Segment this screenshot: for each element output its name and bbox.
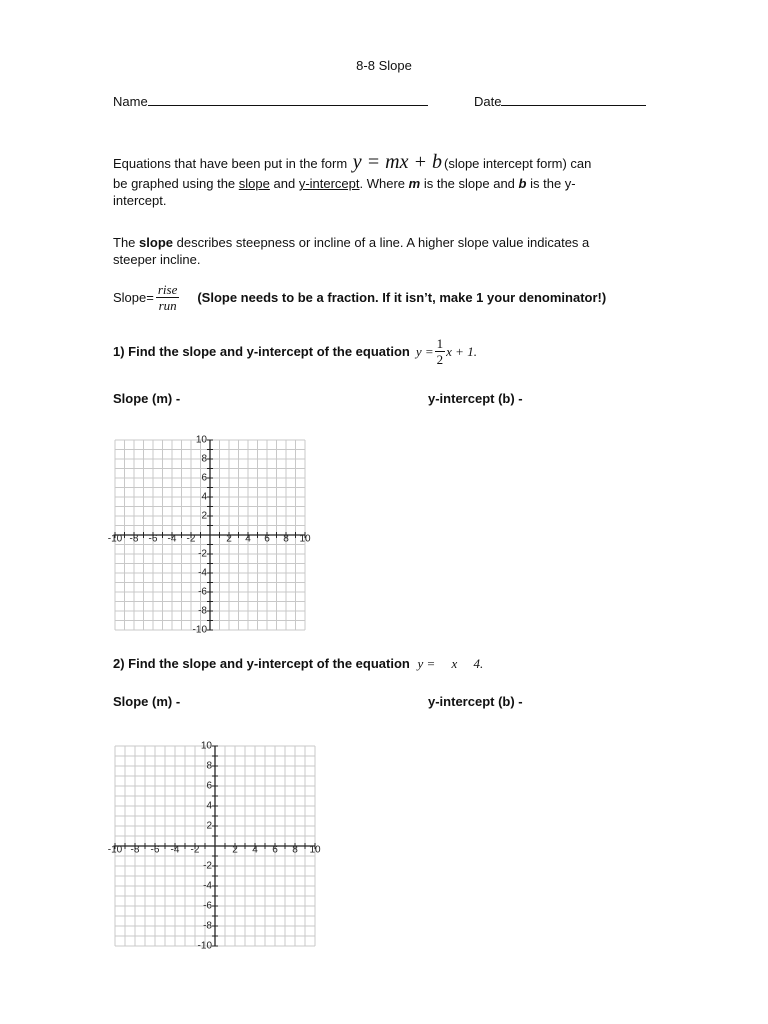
y-tick-label: 4 [201, 491, 207, 503]
equation-1-fraction [435, 336, 446, 367]
rise-over-run-fraction [156, 282, 180, 313]
y-tick-label: -2 [203, 860, 212, 872]
y-tick-label: 2 [206, 820, 212, 832]
x-tick-label: 10 [309, 844, 321, 856]
slope-bold-term: slope [139, 235, 173, 250]
y-tick-label: 10 [195, 434, 207, 446]
date-label: Date [474, 94, 502, 109]
name-label: Name [113, 94, 148, 109]
coordinate-grid-2[interactable] [100, 736, 330, 956]
date-line [474, 93, 646, 110]
y-tick-label: 6 [201, 472, 207, 484]
x-tick-label: 8 [283, 533, 289, 545]
equation-1-denominator: 2 [436, 351, 444, 367]
desc-text: The [113, 235, 136, 250]
name-blank[interactable] [148, 93, 428, 106]
slope-formula-row [113, 279, 606, 315]
name-line [113, 93, 428, 110]
x-tick-label: -8 [130, 844, 140, 856]
intro-text: be graphed using the [113, 176, 236, 191]
problem-1-slope-label: Slope (m) - [113, 391, 181, 406]
y-tick-label: 8 [201, 453, 207, 465]
x-tick-label: -6 [148, 533, 158, 545]
page-title: 8-8 Slope [356, 58, 412, 73]
run-denominator: run [158, 297, 177, 313]
equation-1-rest: x + 1. [446, 343, 477, 359]
x-tick-label: -2 [190, 844, 200, 856]
slope-desc-line-2: steeper incline. [113, 252, 201, 267]
intro-text: is the slope and [423, 176, 515, 191]
x-tick-label: -6 [150, 844, 160, 856]
x-tick-label: 6 [264, 533, 270, 545]
date-blank[interactable] [501, 93, 646, 106]
intro-text: (slope intercept form) can [444, 156, 592, 171]
y-tick-label: -6 [203, 900, 212, 912]
problem-2-prompt [113, 655, 483, 672]
y-intercept-term: y-intercept [298, 176, 360, 191]
y-tick-label: 4 [206, 800, 212, 812]
y-tick-label: -8 [198, 605, 207, 617]
x-tick-label: 6 [272, 844, 278, 856]
problem-1-prompt [113, 333, 477, 369]
rise-numerator: rise [157, 281, 178, 297]
problem-1-yint-label: y-intercept (b) - [428, 391, 523, 406]
equation-2: y = x 4. [417, 656, 484, 671]
y-tick-label: -6 [198, 586, 207, 598]
equation-1-lhs: y = [415, 343, 434, 359]
slope-term: slope [238, 176, 270, 191]
slope-note: (Slope needs to be a fraction. If it isn’t, make 1 your denominator!) [197, 289, 607, 305]
m-variable: m [408, 176, 421, 191]
intro-line-3: intercept. [113, 193, 167, 208]
slope-desc-line-1 [113, 234, 589, 251]
x-tick-label: -2 [186, 533, 196, 545]
x-tick-label: 4 [252, 844, 258, 856]
y-tick-label: -4 [198, 567, 207, 579]
y-tick-label: 6 [206, 780, 212, 792]
intro-text: is the y- [530, 176, 576, 191]
b-variable: b [518, 176, 527, 191]
y-tick-label: -4 [203, 880, 212, 892]
x-tick-label: 8 [292, 844, 298, 856]
problem-2-text: 2) Find the slope and y-intercept of the equation [113, 656, 410, 671]
problem-2-slope-label: Slope (m) - [113, 694, 181, 709]
intro-text: . Where [359, 176, 406, 191]
intro-text: and [273, 176, 296, 191]
slope-intercept-formula: y = mx + b [352, 151, 442, 173]
x-tick-label: -4 [170, 844, 180, 856]
x-tick-label: 4 [245, 533, 251, 545]
x-tick-label: 2 [226, 533, 232, 545]
intro-line-1 [113, 151, 592, 173]
x-tick-label: -10 [107, 533, 123, 545]
coordinate-grid-1[interactable] [100, 430, 320, 640]
y-tick-label: -10 [192, 624, 207, 636]
y-tick-label: -10 [197, 940, 212, 952]
y-tick-label: -8 [203, 920, 212, 932]
x-tick-label: -4 [167, 533, 177, 545]
x-tick-label: -10 [107, 844, 123, 856]
x-tick-label: 2 [232, 844, 238, 856]
desc-text: describes steepness or incline of a line. A higher slope value indicates a [176, 235, 590, 250]
y-tick-label: 10 [200, 740, 212, 752]
intro-text: Equations that have been put in the form [113, 156, 348, 171]
y-tick-label: 8 [206, 760, 212, 772]
problem-1-text: 1) Find the slope and y-intercept of the equation [113, 343, 410, 359]
x-tick-label: 10 [299, 533, 311, 545]
slope-formula-label: Slope= [113, 289, 154, 305]
y-tick-label: -2 [198, 548, 207, 560]
y-tick-label: 2 [201, 510, 207, 522]
x-tick-label: -8 [129, 533, 139, 545]
problem-2-yint-label: y-intercept (b) - [428, 694, 523, 709]
equation-1-numerator: 1 [436, 335, 444, 351]
intro-line-2 [113, 175, 576, 192]
